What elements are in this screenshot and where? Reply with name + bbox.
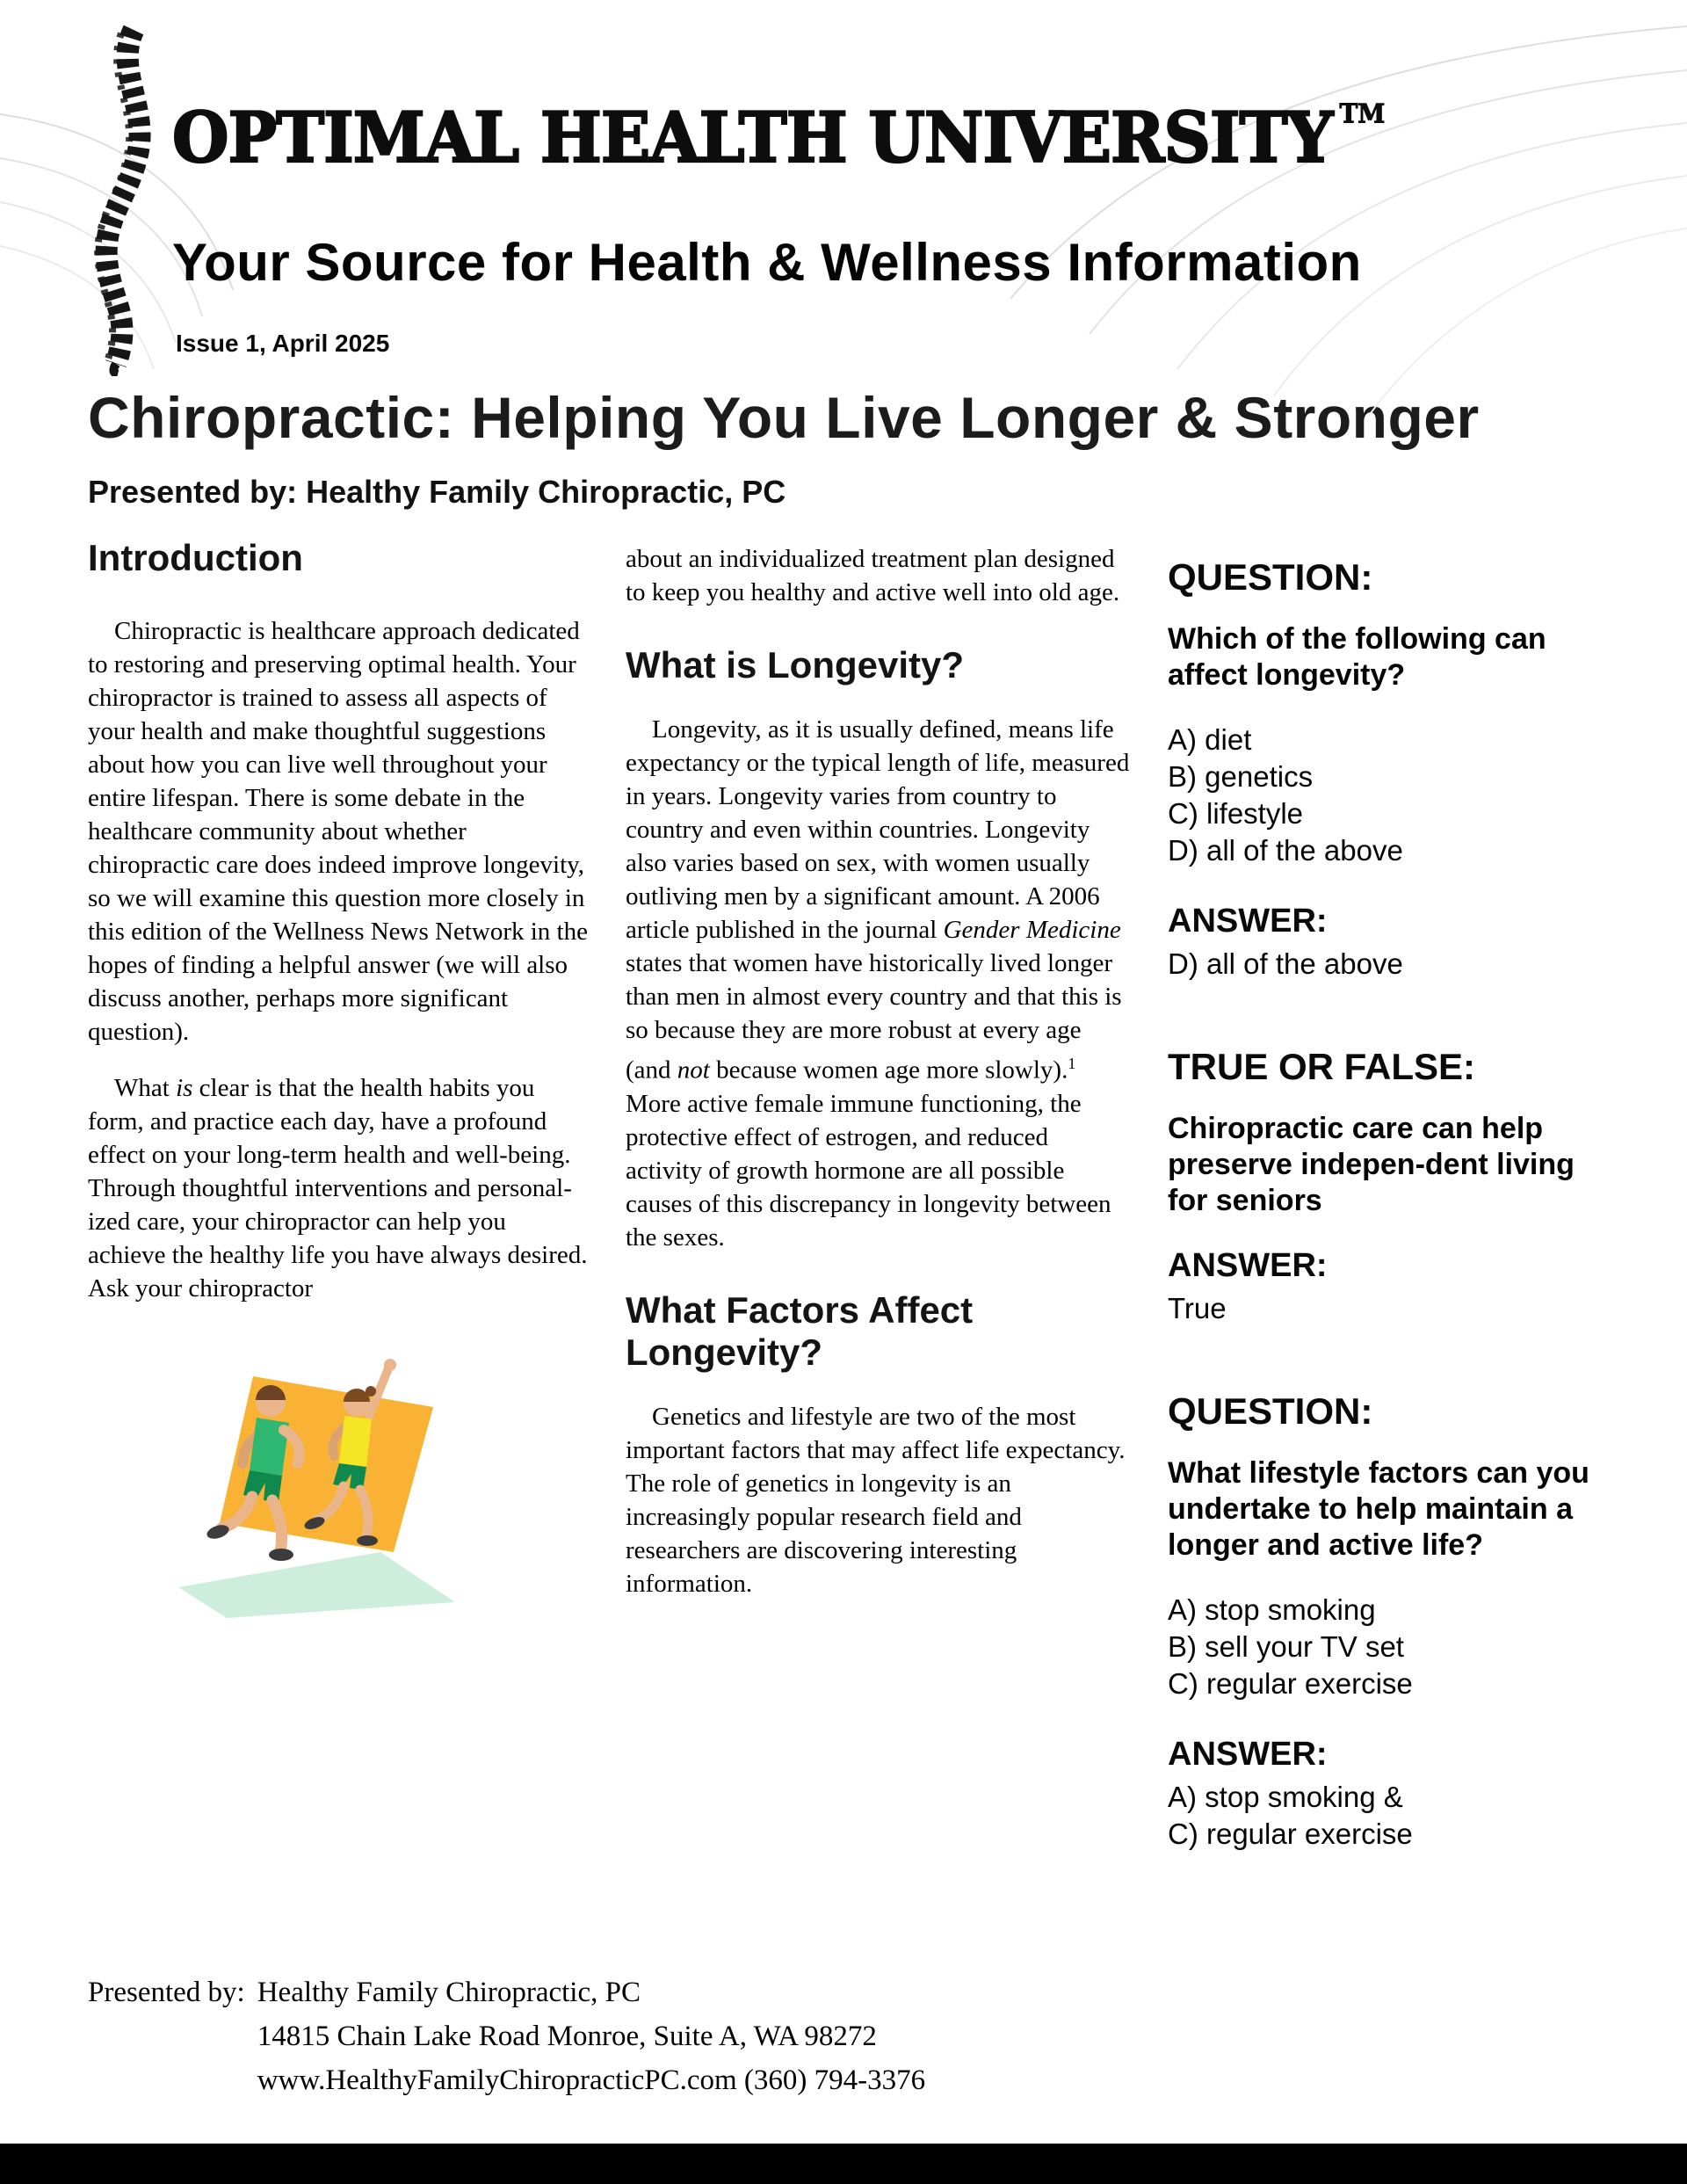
text-segment: clear is that the health habits you form, and practice each day, have a profound effect on your long-term health and well-being. Through thoughtful interventions and personal-ized care, your chiropractor can help you achieve the healthy life you have always desired. Ask your chiropractor — [88, 1074, 588, 1302]
answer-3-line-1: A) stop smoking & — [1168, 1781, 1403, 1813]
option-d-all-of-the-above: D) all of the above — [1168, 834, 1403, 867]
factors-paragraph: Genetics and lifestyle are two of the most important factors that may affect life expectancy. The role of genetics in longevity is an increasingly popular research field and researchers are discovering interesting information. — [626, 1402, 1126, 1598]
italic-text: is — [176, 1074, 193, 1102]
option-c-regular-exercise: C) regular exercise — [1168, 1667, 1413, 1700]
option-a-stop-smoking: A) stop smoking — [1168, 1593, 1376, 1626]
true-or-false-label: TRUE OR FALSE: — [1168, 1046, 1476, 1087]
footer-presented-by-label: Presented by: — [88, 1977, 245, 2008]
longevity-paragraph — [626, 713, 1131, 1254]
masthead-text — [0, 0, 1687, 358]
brand-title-text: OPTIMAL HEALTH UNIVERSITY — [172, 98, 1333, 179]
answer-1-label: ANSWER: — [1168, 903, 1328, 940]
option-a-diet: A) diet — [1168, 723, 1252, 756]
true-or-false-statement: Chiropractic care can help preserve indepen-dent living for seniors — [1168, 1112, 1575, 1217]
longevity-heading: What is Longevity? — [626, 644, 965, 686]
presented-by-line: Presented by: Healthy Family Chiropractic, PC — [88, 474, 786, 510]
joggers-clipart — [165, 1328, 464, 1618]
answer-1-text: D) all of the above — [1168, 947, 1403, 980]
footer-practice-name: Healthy Family Chiropractic, PC — [257, 1977, 641, 2008]
factors-heading: What Factors Affect Longevity? — [626, 1288, 974, 1373]
column-introduction — [88, 537, 589, 1618]
text-segment: What — [114, 1074, 177, 1102]
bottom-black-bar — [0, 2144, 1687, 2184]
qa-sidebar — [1168, 537, 1611, 1853]
answer-3-label: ANSWER: — [1168, 1736, 1328, 1773]
answer-3-line-2: C) regular exercise — [1168, 1818, 1413, 1850]
article-columns — [88, 537, 1612, 1853]
text-segment: because women age more slowly). — [709, 1056, 1068, 1085]
column-longevity — [626, 537, 1131, 1623]
text-segment: More active female immune functioning, the protective effect of estrogen, and reduced activity of growth hormone are all possible causes of this discrepancy in longevity between the sexes. — [626, 1089, 1111, 1252]
footer-contact-block — [88, 1970, 925, 2102]
question-2-text: What lifestyle factors can you undertake to help maintain a longer and active life? — [1168, 1456, 1589, 1562]
intro-heading: Introduction — [88, 537, 303, 578]
trademark-symbol: TM — [1339, 98, 1386, 129]
question-2-label: QUESTION: — [1168, 1390, 1373, 1432]
text-segment: states that women have historically lived longer than men in almost every country and that this is so because they are more robust at every age (and — [626, 949, 1122, 1085]
option-b-genetics: B) genetics — [1168, 760, 1314, 793]
intro-paragraph-2 — [88, 1071, 589, 1305]
article-title: Chiropractic: Helping You Live Longer & Stronger — [88, 385, 1480, 450]
intro-continued-paragraph: about an individualized treatment plan designed to keep you healthy and active well into old age. — [626, 545, 1120, 606]
tagline: Your Source for Health & Wellness Information — [172, 233, 1362, 292]
text-segment: Longevity, as it is usually defined, means life expectancy or the typical length of life, measured in years. Longevity varies from country to country and even within countries. Longevity also varies based on sex, with women usually outliving men by a significant amount. A 2006 article published in the journal — [626, 715, 1130, 944]
question-2-options — [1168, 1592, 1611, 1702]
option-b-sell-your-tv-set: B) sell your TV set — [1168, 1630, 1404, 1663]
italic-text: not — [677, 1056, 710, 1085]
spine-logo-icon — [72, 25, 170, 376]
answer-2-text: True — [1168, 1292, 1227, 1324]
issue-line: Issue 1, April 2025 — [176, 330, 390, 357]
brand-title — [172, 98, 1687, 178]
answer-2-label: ANSWER: — [1168, 1247, 1328, 1284]
option-c-lifestyle: C) lifestyle — [1168, 797, 1304, 830]
journal-name-italic: Gender Medicine — [943, 916, 1121, 944]
question-1-text: Which of the following can affect longevity? — [1168, 622, 1546, 692]
footer-contact-lines — [257, 1970, 925, 2102]
question-1-options — [1168, 722, 1611, 869]
footer-address: 14815 Chain Lake Road Monroe, Suite A, WA 98272 — [257, 2021, 877, 2052]
footer-website-and-phone: www.HealthyFamilyChiropracticPC.com (360) 794-3376 — [257, 2064, 926, 2096]
masthead — [0, 0, 1687, 358]
question-1-label: QUESTION: — [1168, 556, 1373, 598]
footnote-marker: 1 — [1068, 1055, 1076, 1072]
intro-paragraph-1: Chiropractic is healthcare approach dedicated to restoring and preserving optimal health. Your chiropractor is trained to assess all aspects of your health and make thoughtful suggestions about how you can live well throughout your entire lifespan. There is some debate in the healthcare community about whether chiropractic care does indeed improve longevity, so we will examine this question more closely in this edition of the Wellness News Network in the hopes of finding a helpful answer (we will also discuss another, perhaps more significant question). — [88, 617, 588, 1046]
